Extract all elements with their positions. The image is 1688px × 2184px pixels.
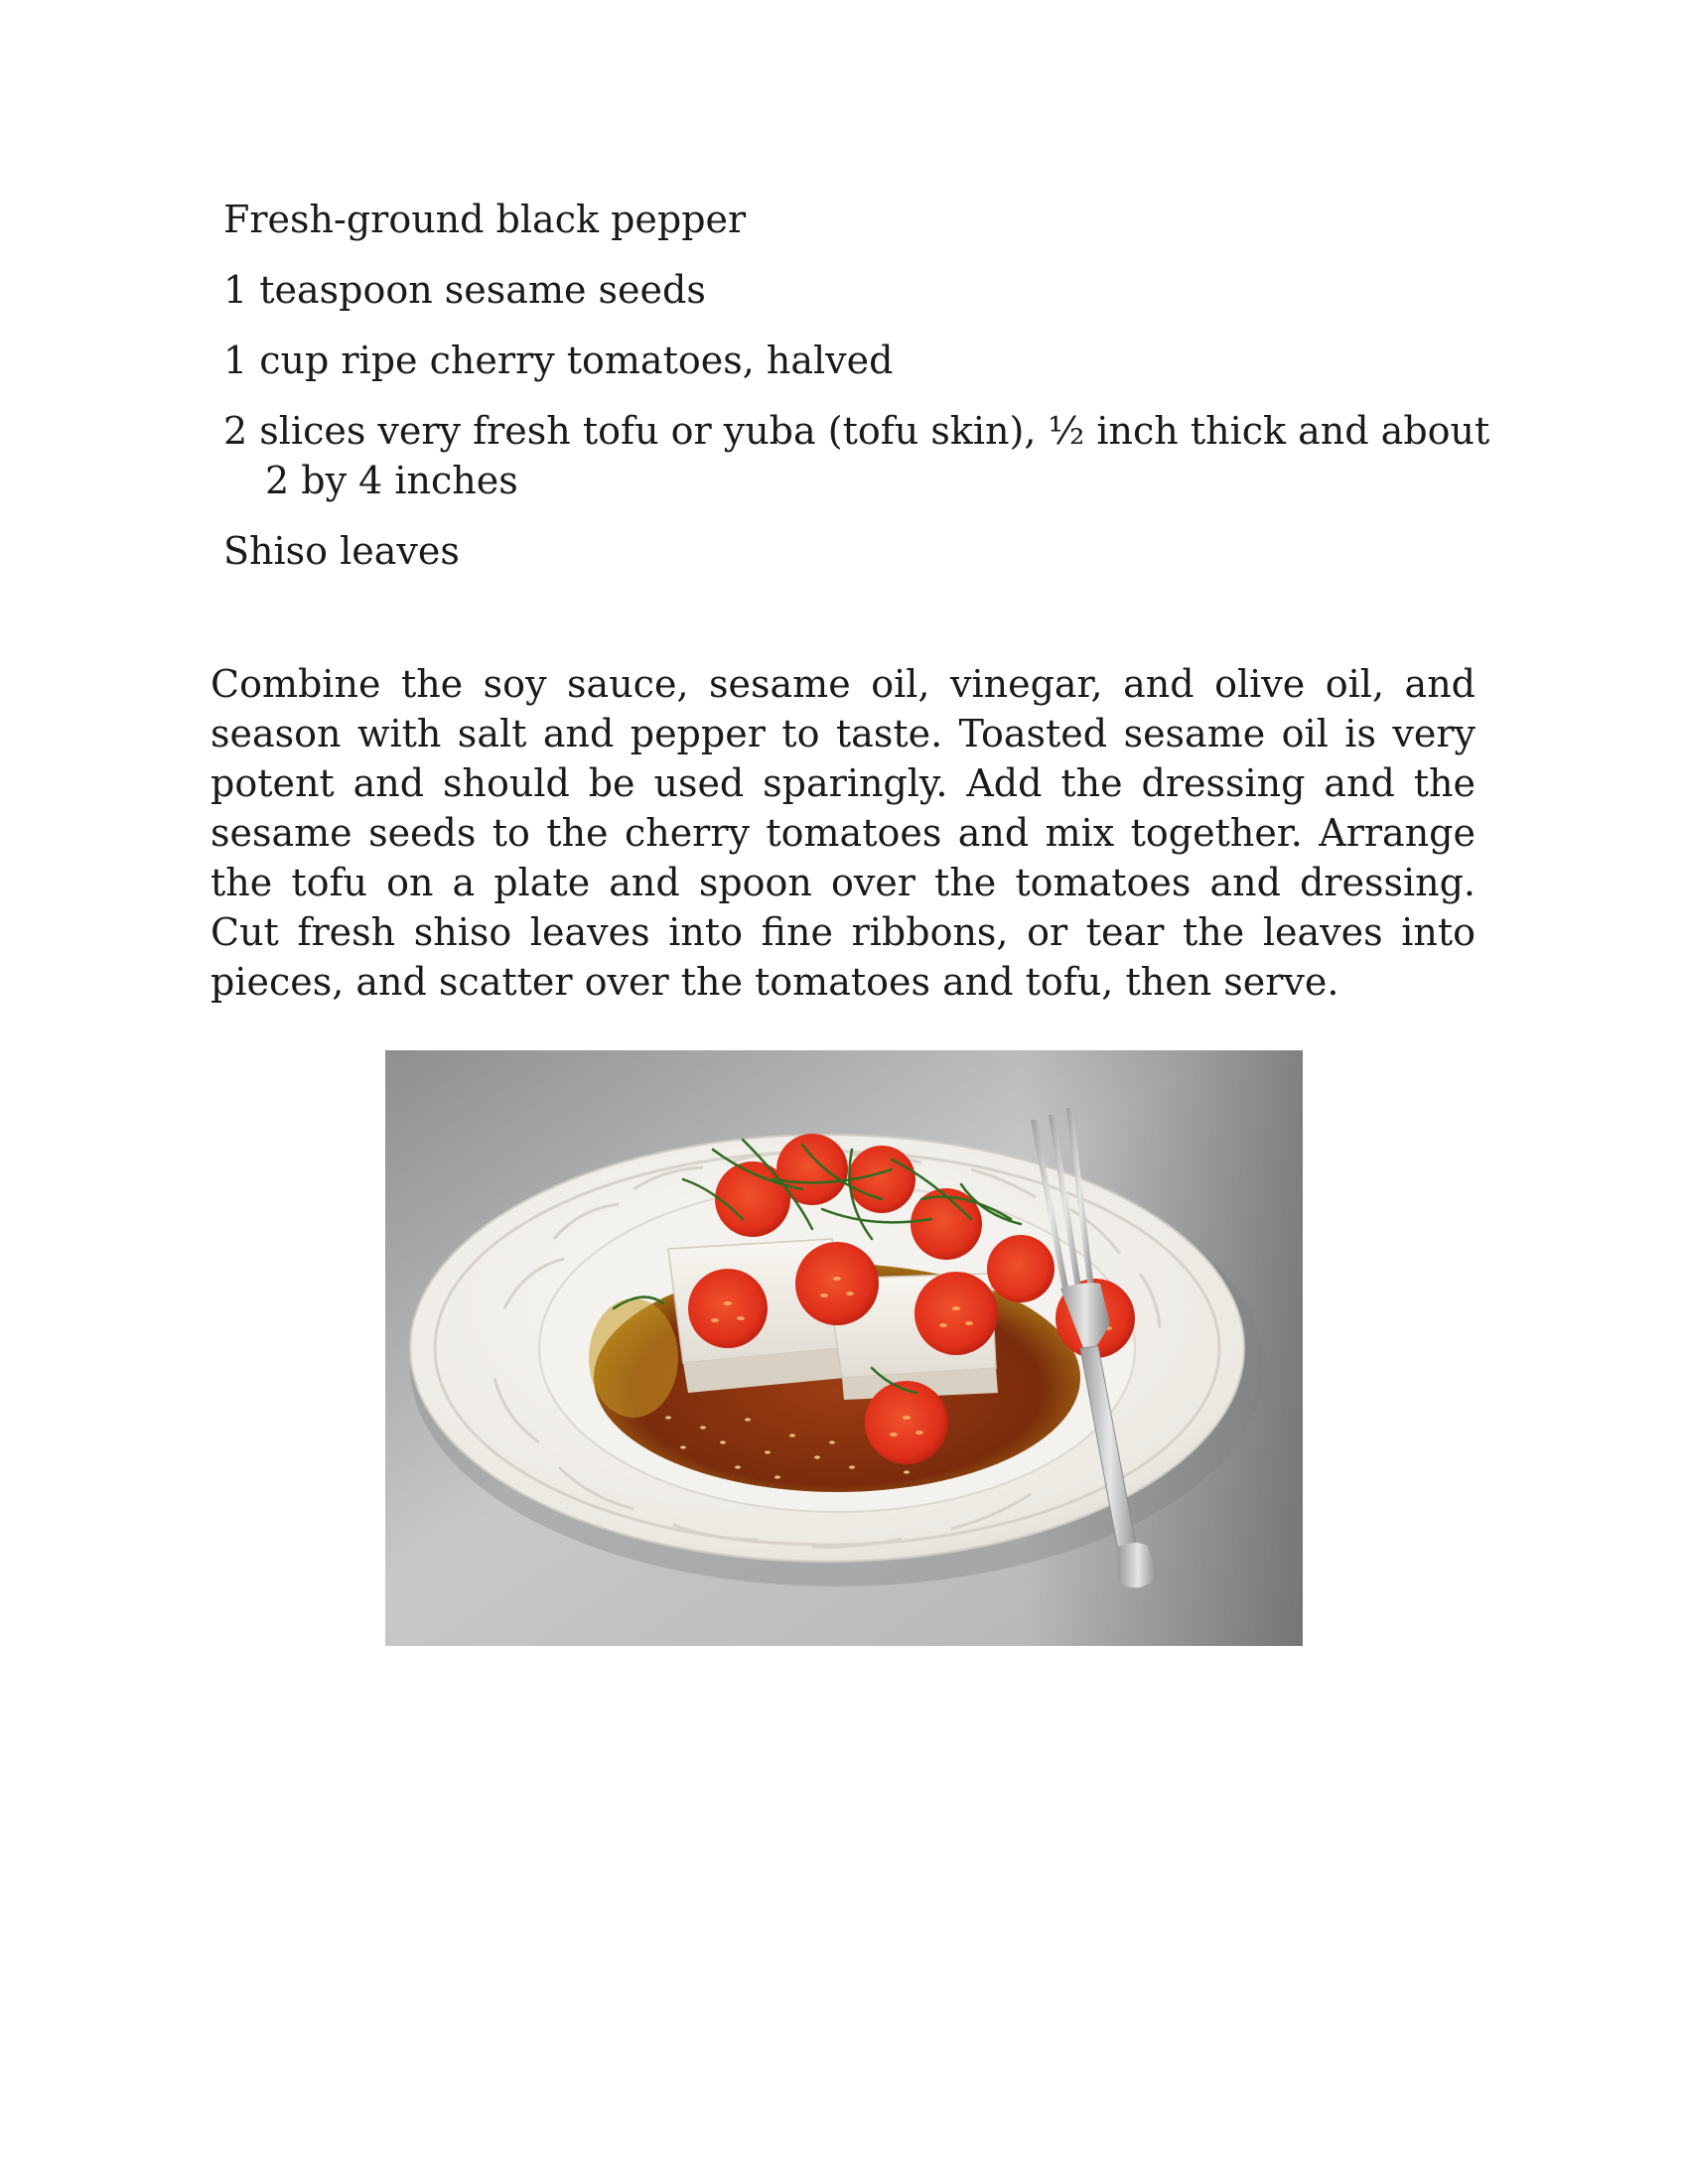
ingredient-item: 2 slices very fresh tofu or yuba (tofu skin), ½ inch thick and about 2 by 4 inches: [223, 409, 1490, 502]
ingredient-item: 1 teaspoon sesame seeds: [223, 268, 706, 312]
method-paragraph: Combine the soy sauce, sesame oil, vinegar, and olive oil, and season with salt and pepper to taste. Toasted sesame oil is very potent and should be used sparingly. Add the dressing and the sesame seeds to the cherry tomatoes and mix together. Arrange the tofu on a plate and spoon over the tomatoes and dressing. Cut fresh shiso leaves into fine ribbons, or tear the leaves into pieces, and scatter over the tomatoes and tofu, then serve.: [211, 662, 1476, 1004]
ingredient-item: Shiso leaves: [223, 529, 460, 573]
dish-photo: [385, 1050, 1303, 1646]
ingredient-list: [223, 195, 1494, 597]
ingredient-item: 1 cup ripe cherry tomatoes, halved: [223, 339, 894, 382]
ingredient-item: Fresh-ground black pepper: [223, 198, 747, 241]
